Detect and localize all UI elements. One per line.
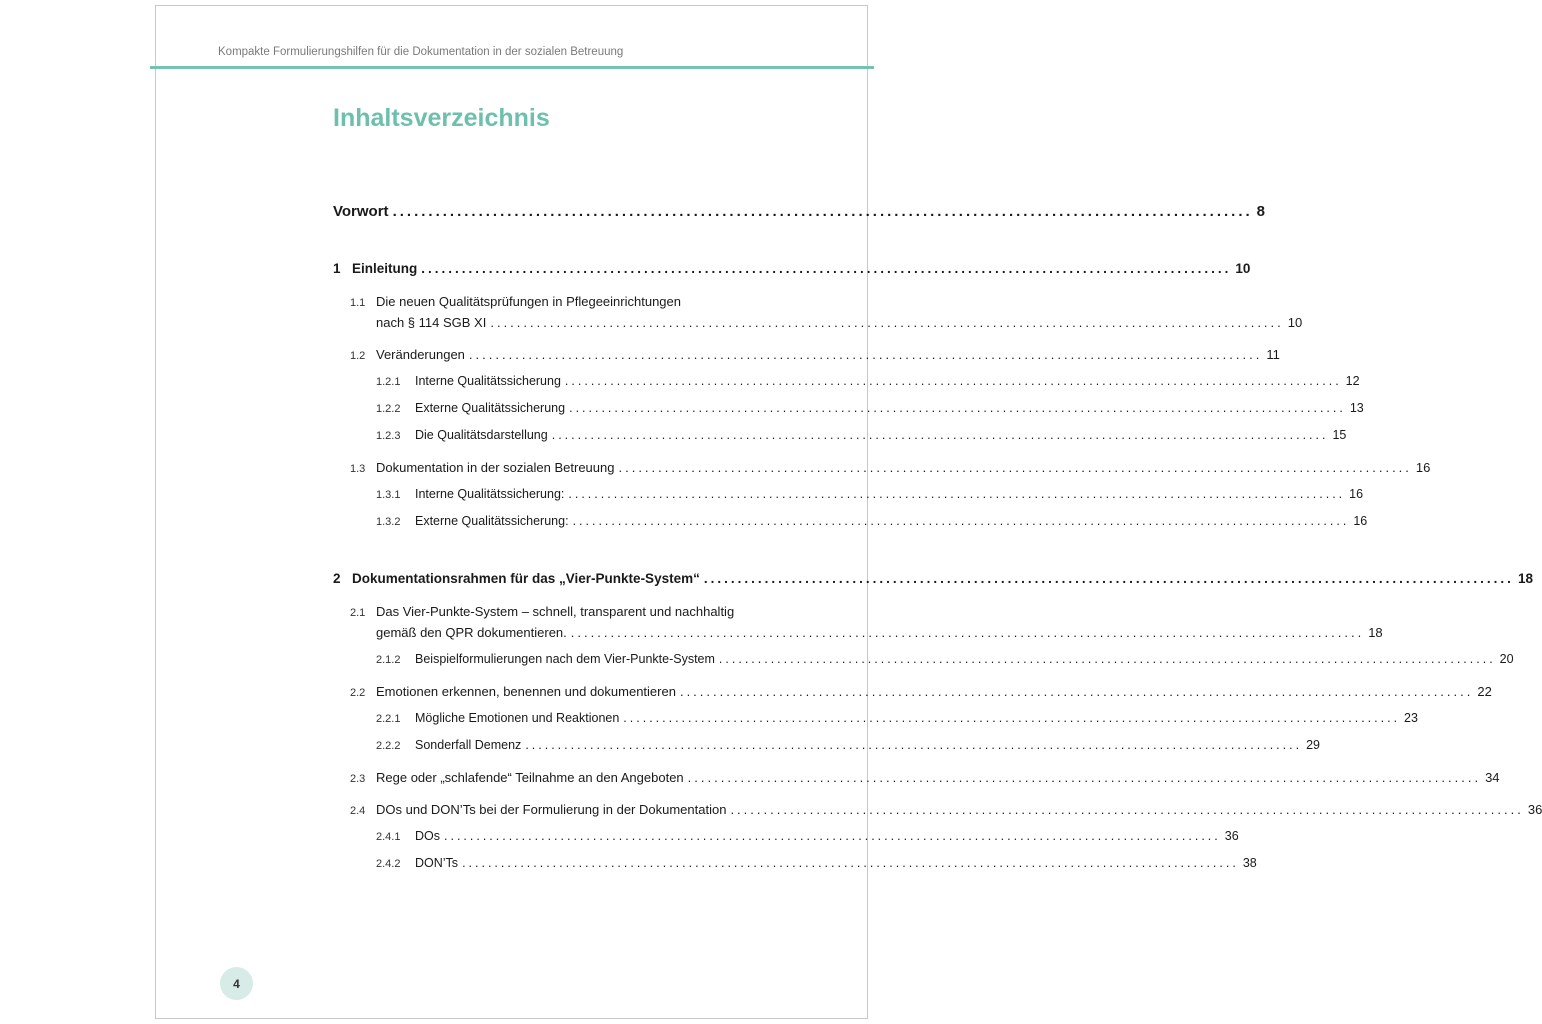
toc-entry-label: Interne Qualitätssicherung bbox=[415, 374, 561, 388]
toc-entry-page: 22 bbox=[1477, 684, 1492, 699]
toc-entry-label: Externe Qualitätssicherung: bbox=[415, 514, 569, 528]
dot-leader: ........................................................................................................................ bbox=[564, 374, 1342, 388]
toc-entry-page: 23 bbox=[1404, 711, 1418, 725]
toc-entry-page: 12 bbox=[1345, 374, 1360, 388]
toc-entry-page: 18 bbox=[1517, 571, 1533, 586]
toc-entry-2-1-2[interactable] bbox=[333, 652, 1514, 666]
toc-entry-number: 1.2.3 bbox=[376, 430, 401, 442]
toc-entry-label: Die neuen Qualitätsprüfungen in Pflegeeinrichtungen bbox=[376, 294, 681, 309]
toc-entry-label: Externe Qualitätssicherung bbox=[415, 401, 566, 415]
toc-entry-label: Die Qualitätsdarstellung bbox=[415, 428, 548, 442]
dot-leader: ........................................................................................................................ bbox=[572, 514, 1350, 528]
toc-entry-number: 1.3.1 bbox=[376, 489, 401, 501]
dot-leader: ........................................................................................................................ bbox=[618, 460, 1412, 475]
toc-entry-vorwort[interactable] bbox=[333, 203, 1266, 220]
toc-entry-label: Veränderungen bbox=[376, 347, 465, 362]
toc-entry-2-4-1[interactable] bbox=[333, 829, 1239, 843]
toc-entry-number: 1.3.2 bbox=[376, 516, 401, 528]
toc-entry-number: 2.3 bbox=[350, 773, 366, 785]
toc-entry-page: 8 bbox=[1256, 203, 1266, 220]
toc-entry-label: Mögliche Emotionen und Reaktionen bbox=[415, 711, 620, 725]
toc-entry-page: 10 bbox=[1287, 315, 1303, 330]
toc-entry-label: Rege oder „schlafende“ Teilnahme an den Angeboten bbox=[376, 770, 684, 785]
toc-entry-number: 1.1 bbox=[350, 297, 366, 309]
toc-entry-page: 13 bbox=[1349, 401, 1364, 415]
toc-entry-label: Sonderfall Demenz bbox=[415, 738, 522, 752]
running-header: Kompakte Formulierungshilfen für die Dokumentation in der sozialen Betreuung bbox=[218, 46, 624, 58]
toc-entry-page: 34 bbox=[1485, 770, 1500, 785]
toc-entry-label-continued: gemäß den QPR dokumentieren. bbox=[376, 625, 567, 640]
dot-leader: ........................................................................................................................ bbox=[551, 428, 1329, 442]
dot-leader: ........................................................................................................................ bbox=[525, 738, 1303, 752]
toc-entry-1-3[interactable] bbox=[333, 460, 1431, 475]
dot-leader: ........................................................................................................................ bbox=[392, 203, 1253, 220]
toc-entry-label: Einleitung bbox=[352, 261, 418, 276]
toc-entry-number: 2.1.2 bbox=[376, 654, 401, 666]
toc-entry-number: 1.2 bbox=[350, 350, 366, 362]
toc-entry-page: 20 bbox=[1499, 652, 1514, 666]
toc-entry-2-4-2[interactable] bbox=[333, 856, 1257, 870]
toc-entry-2-2[interactable] bbox=[333, 684, 1492, 699]
toc-entry-label: Das Vier-Punkte-System – schnell, transparent und nachhaltig bbox=[376, 604, 735, 619]
dot-leader: ........................................................................................................................ bbox=[570, 625, 1365, 640]
toc-entry-label: Beispielformulierungen nach dem Vier-Punkte-System bbox=[415, 652, 715, 666]
toc-entry-2-1-first-line[interactable] bbox=[350, 604, 817, 619]
dot-leader: ........................................................................................................................ bbox=[568, 487, 1346, 501]
dot-leader: ........................................................................................................................ bbox=[730, 802, 1524, 817]
toc-entry-number: 2.1 bbox=[350, 607, 366, 619]
toc-entry-page: 16 bbox=[1415, 460, 1431, 475]
toc-entry-1-1-first-line[interactable] bbox=[350, 294, 817, 309]
page-number-badge bbox=[220, 967, 253, 1000]
dot-leader: ........................................................................................................................ bbox=[421, 261, 1232, 276]
toc-entry-page: 38 bbox=[1242, 856, 1257, 870]
toc-entry-number: 2.2.2 bbox=[376, 740, 401, 752]
toc-entry-number: 1 bbox=[333, 261, 341, 276]
toc-entry-label: DON’Ts bbox=[415, 856, 459, 870]
toc-entry-number: 2.4 bbox=[350, 805, 366, 817]
toc-entry-page: 36 bbox=[1224, 829, 1239, 843]
toc-entry-2-2-2[interactable] bbox=[333, 738, 1320, 752]
toc-entry-1-2-2[interactable] bbox=[333, 401, 1364, 415]
toc-entry-number: 2 bbox=[333, 571, 341, 586]
toc-entry-label: DOs und DON’Ts bei der Formulierung in der Dokumentation bbox=[376, 802, 727, 817]
toc-entry-page: 16 bbox=[1349, 487, 1364, 501]
dot-leader: ........................................................................................................................ bbox=[569, 401, 1346, 415]
toc-entry-page: 11 bbox=[1266, 347, 1280, 362]
dot-leader: ........................................................................................................................ bbox=[703, 571, 1514, 586]
dot-leader: ........................................................................................................................ bbox=[718, 652, 1496, 666]
toc-entry-chapter-2[interactable] bbox=[333, 571, 1533, 586]
toc-entry-2-3[interactable] bbox=[333, 770, 1500, 785]
toc-entry-label: DOs bbox=[415, 829, 440, 843]
dot-leader: ........................................................................................................................ bbox=[490, 315, 1284, 330]
toc-entry-label: Interne Qualitätssicherung: bbox=[415, 487, 565, 501]
toc-entry-page: 36 bbox=[1527, 802, 1542, 817]
header-rule bbox=[150, 66, 874, 69]
toc-entry-number: 2.2.1 bbox=[376, 713, 401, 725]
toc-entry-2-4[interactable] bbox=[333, 802, 1542, 817]
dot-leader: ........................................................................................................................ bbox=[468, 347, 1263, 362]
toc-entry-1-2[interactable] bbox=[333, 347, 1280, 362]
toc-entry-label: Dokumentationsrahmen für das „Vier-Punkte-System“ bbox=[352, 571, 700, 586]
toc-entry-label: Emotionen erkennen, benennen und dokumentieren bbox=[376, 684, 676, 699]
toc-entry-2-2-1[interactable] bbox=[333, 711, 1418, 725]
page-number: 4 bbox=[233, 976, 240, 991]
toc-entry-page: 15 bbox=[1332, 428, 1347, 442]
dot-leader: ........................................................................................................................ bbox=[462, 856, 1239, 870]
toc-entry-1-3-2[interactable] bbox=[333, 514, 1368, 528]
toc-entry-page: 29 bbox=[1306, 738, 1320, 752]
dot-leader: ........................................................................................................................ bbox=[687, 770, 1482, 785]
toc-title: Inhaltsverzeichnis bbox=[333, 104, 550, 132]
toc-entry-1-2-3[interactable] bbox=[333, 428, 1347, 442]
toc-entry-label: Vorwort bbox=[333, 203, 389, 220]
toc-entry-page: 16 bbox=[1353, 514, 1368, 528]
toc-entry-2-1-second-line[interactable] bbox=[333, 625, 1383, 640]
toc-entry-page: 18 bbox=[1368, 625, 1383, 640]
toc-entry-label: Dokumentation in der sozialen Betreuung bbox=[376, 460, 615, 475]
dot-leader: ........................................................................................................................ bbox=[679, 684, 1474, 699]
toc-entry-chapter-1[interactable] bbox=[333, 261, 1251, 276]
dot-leader: ........................................................................................................................ bbox=[623, 711, 1401, 725]
toc-entry-1-3-1[interactable] bbox=[333, 487, 1364, 501]
toc-entry-1-1-second-line[interactable] bbox=[333, 315, 1303, 330]
toc-entry-number: 1.2.2 bbox=[376, 403, 401, 415]
dot-leader: ........................................................................................................................ bbox=[444, 829, 1221, 843]
toc-entry-1-2-1[interactable] bbox=[333, 374, 1360, 388]
toc-entry-page: 10 bbox=[1235, 261, 1251, 276]
toc-entry-number: 2.2 bbox=[350, 687, 366, 699]
toc-entry-number: 1.2.1 bbox=[376, 376, 401, 388]
toc-entry-number: 1.3 bbox=[350, 463, 366, 475]
toc-entry-number: 2.4.1 bbox=[376, 831, 401, 843]
toc-entry-number: 2.4.2 bbox=[376, 858, 401, 870]
toc-entry-label-continued: nach § 114 SGB XI bbox=[376, 315, 487, 330]
